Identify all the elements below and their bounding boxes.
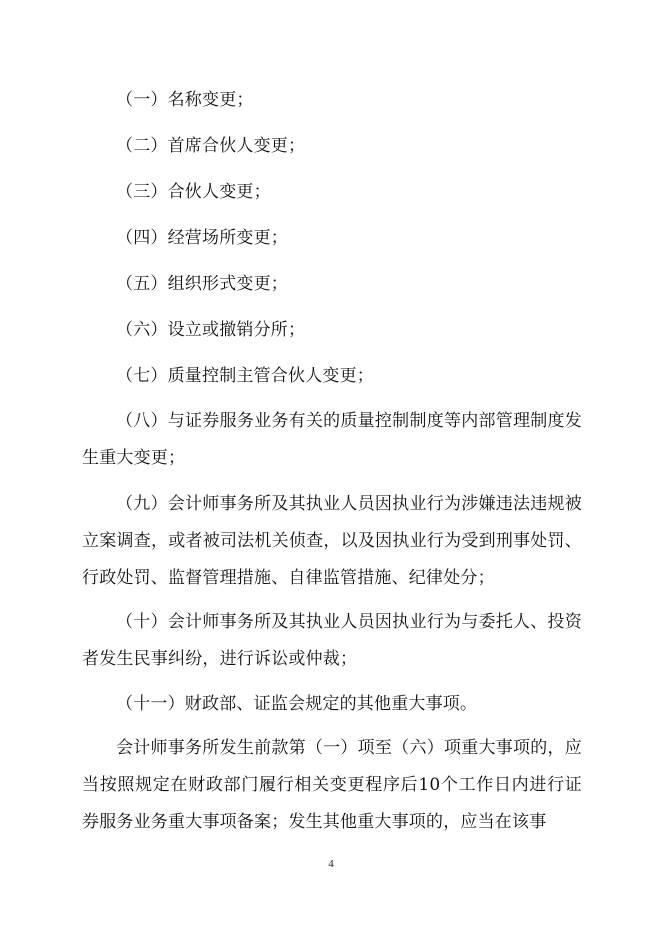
list-item-10: （十）会计师事务所及其执业人员因执业行为与委托人、投资者发生民事纠纷，进行诉讼或仲裁；: [82, 612, 582, 669]
list-item-11: （十一）财政部、证监会规定的其他重大事项。: [116, 694, 478, 714]
list-item-9: （九）会计师事务所及其执业人员因执业行为涉嫌违法违规被立案调查，或者被司法机关侦查，以及因执业行为受到刑事处罚、行政处罚、监督管理措施、自律监管措施、纪律处分；: [82, 494, 582, 588]
list-item-8: （八）与证券服务业务有关的质量控制制度等内部管理制度发生重大变更；: [82, 411, 582, 468]
page-number: 4: [328, 858, 334, 870]
list-item-2: （二）首席合伙人变更；: [116, 136, 306, 156]
list-item-1: （一）名称变更；: [116, 90, 254, 110]
list-item-6: （六）设立或撤销分所；: [116, 320, 306, 340]
list-item-5: （五）组织形式变更；: [116, 274, 288, 294]
list-item-7: （七）质量控制主管合伙人变更；: [116, 366, 374, 386]
list-item-3: （三）合伙人变更；: [116, 182, 271, 202]
list-item-4: （四）经营场所变更；: [116, 228, 288, 248]
closing-paragraph: 会计师事务所发生前款第（一）项至（六）项重大事项的，应当按照规定在财政部门履行相关变更程序后10个工作日内进行证券服务业务重大事项备案；发生其他重大事项的，应当在该事: [82, 738, 582, 832]
